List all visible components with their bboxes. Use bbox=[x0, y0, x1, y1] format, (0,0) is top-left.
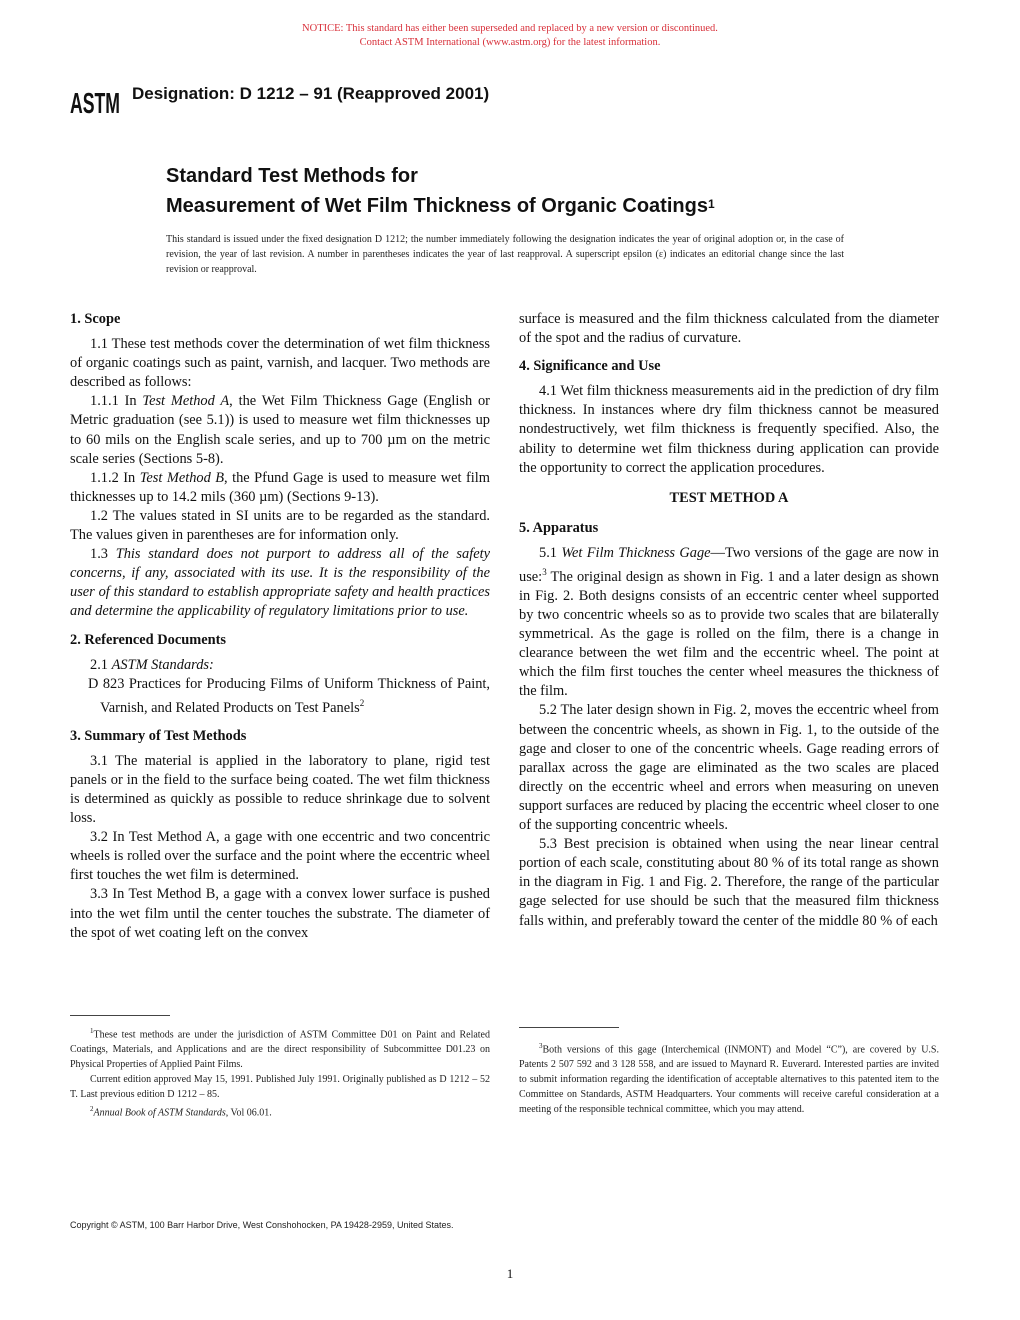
para-3-3: 3.3 In Test Method B, a gage with a convex lower surface is pushed into the wet film until the center touches the substrate. The diameter of the spot of wet coating left on the convex bbox=[70, 886, 490, 941]
page-number: 1 bbox=[506, 1266, 514, 1281]
para-3-3-continued: surface is measured and the film thickness calculated from the diameter of the spot and the radius of curvature. bbox=[519, 311, 939, 347]
para-1-1-2: 1.1.2 In Test Method B, the Pfund Gage is used to measure wet film thicknesses up to 14.2 mils (360 µm) (Sections 9-13). bbox=[70, 469, 490, 505]
designation: Designation: D 1212 – 91 (Reapproved 2001) bbox=[132, 84, 490, 103]
para-5-2: 5.2 The later design shown in Fig. 2, moves the eccentric wheel from between the concentric wheels, as shown in Fig. 1, to the outside of the gage and closer to one of the concentric wheels. Gage reading errors of parallax across the gage are eliminated as the two scales are placed directly on the eccentric wheel and errors when measuring on uneven support surfaces are reduced by placing the eccentric wheel closer to one of the supporting concentric wheels. bbox=[519, 702, 939, 834]
footnote-3: $^3$Both versions of this gage (Interchemical (INMONT) and Model “C”), are covered by U.S. Patents 2 507 592 and 3 128 558, and are issued to Maynard R. Euverard. Interested parties are invited to submit information regarding the identification of acceptable alternatives to this patented item to the Committee on Standards, ASTM Headquarters. Your comments will receive careful consideration at a meeting of the responsible technical committee, which you may attend. bbox=[519, 1042, 939, 1116]
section-4-heading: 4. Significance and Use bbox=[519, 358, 661, 375]
footnote-1: $^1$These test methods are under the jurisdiction of ASTM Committee D01 on Paint and Related Coatings, Materials, and Applications and are the direct responsibility of Subcommittee D01.23 on Physical Properties of Applied Paint Films. bbox=[70, 1027, 490, 1071]
para-4-1: 4.1 Wet film thickness measurements aid in the prediction of dry film thickness. In instances where dry film thickness cannot be measured nondestructively, wet film thickness is frequently specified. Also, the ability to determine wet film thickness during application can provide the opportunity to correct the application procedures. bbox=[519, 383, 939, 476]
section-1-heading: 1. Scope bbox=[70, 311, 121, 327]
section-2-heading: 2. Referenced Documents bbox=[70, 631, 226, 648]
astm-logo bbox=[68, 76, 122, 122]
footnote-1-edition: Current edition approved May 15, 1991. Published July 1991. Originally published as D 1212 – 52 T. Last previous edition D 1212 – 85. bbox=[70, 1074, 490, 1101]
section-3-heading: 3. Summary of Test Methods bbox=[70, 727, 247, 744]
left-column bbox=[70, 310, 490, 943]
astm-logo-text: ASTM bbox=[70, 87, 120, 120]
ref-d823: D 823 Practices for Producing Films of Uniform Thickness of Paint, Varnish, and Related Products on Test Panels$^2$ bbox=[88, 675, 490, 716]
notice-line-1: NOTICE: This standard has either been superseded and replaced by a new version or discontinued. bbox=[302, 23, 718, 34]
copyright: Copyright © ASTM, 100 Barr Harbor Drive, West Conshohocken, PA 19428-2959, United States. bbox=[70, 1220, 454, 1230]
section-5-heading: 5. Apparatus bbox=[519, 519, 599, 536]
footnotes-left bbox=[70, 1024, 490, 1121]
title-line-1: Standard Test Methods for bbox=[166, 165, 418, 187]
superseded-notice bbox=[0, 22, 1020, 50]
para-5-3: 5.3 Best precision is obtained when using the near linear central portion of each scale, constituting about 80 % of its total range as shown in the diagram in Fig. 1 and Fig. 2. Therefore, the range of the particular gage selected for use should be such that the measured film thickness falls within, and preferably toward the center of the middle 80 % of each bbox=[519, 836, 939, 929]
footnote-separator-right bbox=[519, 1027, 619, 1028]
para-2-1: 2.1 ASTM Standards: bbox=[90, 656, 214, 673]
footnote-2: $^2$Annual Book of ASTM Standards, Vol 06.01. bbox=[90, 1105, 272, 1119]
para-1-1-1: 1.1.1 In Test Method A, the Wet Film Thickness Gage (English or Metric graduation (see 5.1)) is used to measure wet film thicknesses up to 60 mils on the English scale series, and up to 700 µm on the metric scale series (Sections 5-8). bbox=[70, 393, 490, 467]
notice-line-2: Contact ASTM International (www.astm.org) for the latest information. bbox=[359, 37, 661, 48]
para-1-2: 1.2 The values stated in SI units are to be regarded as the standard. The values given in parentheses are for information only. bbox=[70, 507, 490, 544]
title-line-2: Measurement of Wet Film Thickness of Organic Coatings$^1$ bbox=[166, 195, 715, 217]
footnote-separator-left bbox=[70, 1015, 170, 1016]
para-1-1: 1.1 These test methods cover the determination of wet film thickness of organic coatings such as paint, varnish, and lacquer. Two methods are described as follows: bbox=[70, 336, 490, 391]
right-column bbox=[519, 310, 939, 931]
title-footnote-mark: 1 bbox=[707, 197, 715, 211]
para-3-2: 3.2 In Test Method A, a gage with one eccentric and two concentric wheels is rolled over the surface and the point where the eccentric wheel first touches the wet film is determined. bbox=[70, 829, 490, 884]
test-method-a-heading: TEST METHOD A bbox=[669, 489, 789, 506]
para-5-1: 5.1 Wet Film Thickness Gage—Two versions of the gage are now in use:$^3$ The original design as shown in Fig. 1 and a later design as shown in Fig. 2. Both designs consists of an eccentric center wheel supported by two concentric wheels so as to provide two scales that are bilaterally symmetrical. As the gage is rolled on the film, there is a change in clearance between the wet film and the eccentric wheel. The point at which the film first touches the center wheel measures the thickness of the film. bbox=[519, 544, 939, 700]
para-3-1: 3.1 The material is applied in the laboratory to plane, rigid test panels or in the field to the surface being coated. The wet film thickness is determined as quickly as possible to reduce shrinkage due to solvent loss. bbox=[70, 752, 490, 827]
issuance-note: This standard is issued under the fixed designation D 1212; the number immediately following the designation indicates the year of original adoption or, in the case of revision, the year of last revision. A number in parentheses indicates the year of last reapproval. A superscript epsilon (ε) indicates an editorial change since the last revision or reapproval. bbox=[166, 234, 844, 275]
document-title bbox=[166, 161, 715, 221]
para-1-3: 1.3 This standard does not purport to address all of the safety concerns, if any, associated with its use. It is the responsibility of the user of this standard to establish appropriate safety and health practices and determine the applicability of regulatory limitations prior to use. bbox=[70, 546, 490, 620]
footnotes-right bbox=[519, 1039, 939, 1117]
